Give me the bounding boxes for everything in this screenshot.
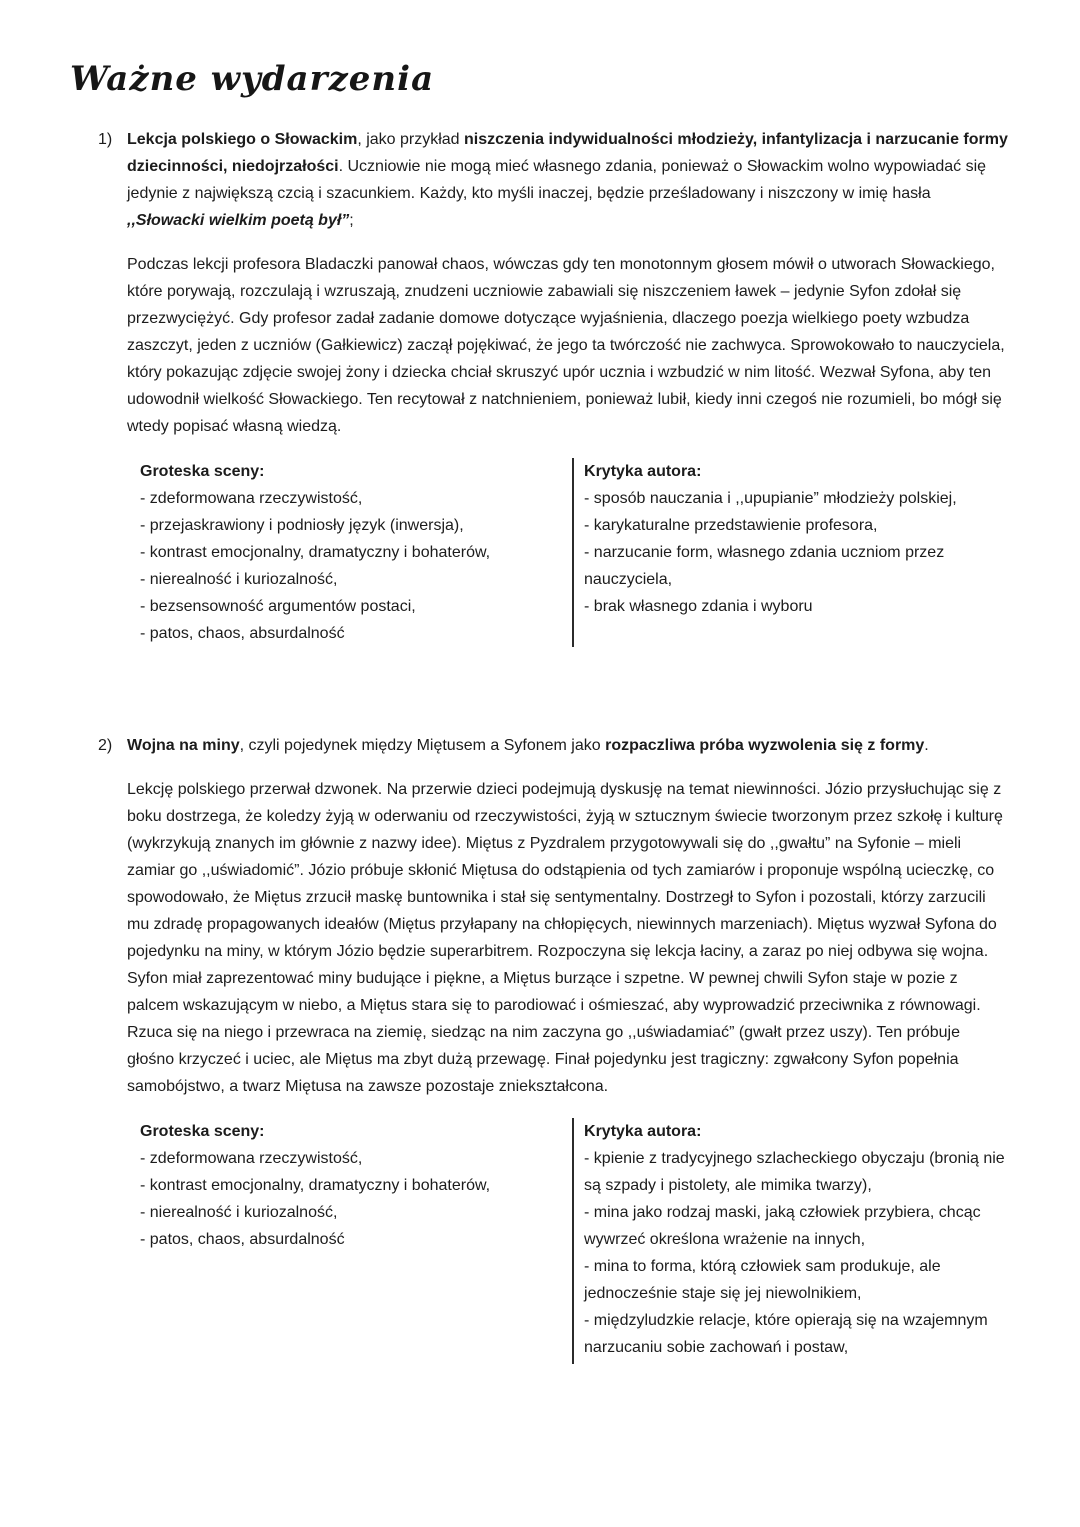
list-item: - patos, chaos, absurdalność xyxy=(140,1231,345,1248)
bold-phrase: rozpaczliwa próba wyzwolenia się z formy xyxy=(605,737,925,754)
list-item: - kontrast emocjonalny, dramatyczny i bohaterów, xyxy=(140,544,491,561)
item-2-number: 2) xyxy=(98,737,113,754)
list-item: - zdeformowana rzeczywistość, xyxy=(140,1150,363,1167)
item-2-lead-paragraph xyxy=(127,732,1010,759)
item-1-lead-paragraph xyxy=(127,126,1010,234)
groteska-list xyxy=(140,485,556,647)
text-run: , czyli pojedynek między Miętusem a Syfonem jako xyxy=(239,737,606,754)
item-1-body-paragraph: Podczas lekcji profesora Bladaczki panował chaos, wówczas gdy ten monotonnym głosem mówił o utworach Słowackiego, które porywają, rozczulają i wzruszają, znudzeni uczniowie zabawiali się niszczeniem ławek – jedynie Syfon zdołał się przezwyciężyć. Gdy profesor zadał zadanie domowe dotyczące wyjaśnienia, dlaczego poezja wielkiego poety wzbudza zaszczyt, jeden z uczniów (Gałkiewicz) zaczął pojękiwać, że jego ta twórczość nie zachwyca. Sprowokowało to nauczyciela, który pokazując zdjęcie swojej żony i dziecka chciał skruszyć upór ucznia i wzbudzić w nim litość. Wezwał Syfona, aby ten udowodnił wielkość Słowackiego. Ten recytował z natchnieniem, ponieważ lubił, kiedy inni czegoś nie rozumieli, bo mógł się wtedy popisać własną wiedzą. xyxy=(127,256,1005,435)
krytyka-column xyxy=(574,458,1010,647)
item-1-number: 1) xyxy=(98,131,113,148)
bold-phrase: Lekcja polskiego o Słowackim xyxy=(127,131,358,148)
list-item: - narzucanie form, własnego zdania uczniom przez nauczyciela, xyxy=(584,544,945,588)
groteska-list xyxy=(140,1145,556,1253)
krytyka-header: Krytyka autora: xyxy=(584,463,702,480)
groteska-column xyxy=(140,1118,572,1364)
list-item: - sposób nauczania i ,,upupianie” młodzieży polskiej, xyxy=(584,490,957,507)
krytyka-list xyxy=(584,485,1010,620)
list-item: - bezsensowność argumentów postaci, xyxy=(140,598,416,615)
text-run: . Uczniowie nie mogą mieć własnego zdania, ponieważ o Słowackim wolno wypowiadać się jedynie z największą czcią i szacunkiem. Każdy, kto myśli inaczej, będzie prześladowany i niszczony w imię hasła xyxy=(127,158,987,202)
list-item: - karykaturalne przedstawienie profesora, xyxy=(584,517,878,534)
item-1-comparison-table xyxy=(140,458,1010,647)
list-item: - brak własnego zdania i wyboru xyxy=(584,598,813,615)
bold-italic-quote: ,,Słowacki wielkim poetą był” xyxy=(127,212,350,229)
list-item-2 xyxy=(98,732,1010,759)
bold-phrase: Wojna na miny xyxy=(127,737,240,754)
groteska-column xyxy=(140,458,572,647)
krytyka-column xyxy=(574,1118,1010,1364)
bold-phrase: niszczenia indywidualności młodzieży, infantylizacja i narzucanie formy dziecinności, niedojrzałości xyxy=(127,131,1008,175)
text-run: ; xyxy=(349,212,354,229)
item-2-body-paragraph: Lekcję polskiego przerwał dzwonek. Na przerwie dzieci podejmują dyskusję na temat niewinności. Józio przysłuchując się z boku dostrzega, że koledzy żyją w oderwaniu od rzeczywistości, żyją w sztucznym świecie tworzonym przez szkołę i kulturę (wykrzykują znanych im głównie z nazwy idee). Miętus z Pyzdralem przygotowywali się do ,,gwałtu” na Syfonie – mieli zamiar go ,,uświadomić”. Józio próbuje skłonić Miętusa do odstąpienia od tych zamiarów i proponuje wspólną ucieczkę, co spowodowało, że Miętus zrzucił maskę buntownika i stał się sentymentalny. Dostrzegł to Syfon i pozostali, którzy zarzucili mu zdradę propagowanych ideałów (Miętus przyłapany na chłopięcych, niewinnych marzeniach). Miętus wyzwał Syfona do pojedynku na miny, w którym Józio będzie superarbitrem. Rozpoczyna się lekcja łaciny, a zaraz po niej odbywa się wojna. Syfon miał zaprezentować miny budujące i piękne, a Miętus burzące i szpetne. W pewnej chwili Syfon staje w pozie z palcem wskazującym w niebo, a Miętus stara się to parodiować i ośmieszać, aby wyprowadzić przeciwnika z równowagi. Rzuca się na niego i przewraca na ziemię, siedząc na nim zaczyna go ,,uświadamiać” (gwałt przez uszy). Ten próbuje głośno krzyczeć i uciec, ale Miętus ma zbyt dużą przewagę. Finał pojedynku jest tragiczny: zgwałcony Syfon popełnia samobójstwo, a twarz Miętusa na zawsze pozostaje zniekształcona. xyxy=(127,781,1003,1095)
list-item: - przejaskrawiony i podniosły język (inwersja), xyxy=(140,517,464,534)
list-item: - kontrast emocjonalny, dramatyczny i bohaterów, xyxy=(140,1177,491,1194)
list-item: - nierealność i kuriozalność, xyxy=(140,1204,338,1221)
item-2-comparison-table xyxy=(140,1118,1010,1364)
page-title: Ważne wydarzenia xyxy=(70,59,435,99)
list-item: - patos, chaos, absurdalność xyxy=(140,625,345,642)
list-item: - międzyludzkie relacje, które opierają się na wzajemnym narzucaniu sobie zachowań i postaw, xyxy=(584,1312,988,1356)
krytyka-list xyxy=(584,1145,1010,1361)
krytyka-header: Krytyka autora: xyxy=(584,1123,702,1140)
text-run: , jako przykład xyxy=(357,131,465,148)
groteska-header: Groteska sceny: xyxy=(140,463,265,480)
list-item: - zdeformowana rzeczywistość, xyxy=(140,490,363,507)
groteska-header: Groteska sceny: xyxy=(140,1123,265,1140)
list-item-1 xyxy=(98,126,1010,234)
list-item: - mina jako rodzaj maski, jaką człowiek przybiera, chcąc wywrzeć określona wrażenie na innych, xyxy=(584,1204,981,1248)
list-item: - mina to forma, którą człowiek sam produkuje, ale jednocześnie staje się jej niewolnikiem, xyxy=(584,1258,941,1302)
list-item: - kpienie z tradycyjnego szlacheckiego obyczaju (bronią nie są szpady i pistolety, ale mimika twarzy), xyxy=(584,1150,1005,1194)
list-item: - nierealność i kuriozalność, xyxy=(140,571,338,588)
text-run: . xyxy=(924,737,929,754)
